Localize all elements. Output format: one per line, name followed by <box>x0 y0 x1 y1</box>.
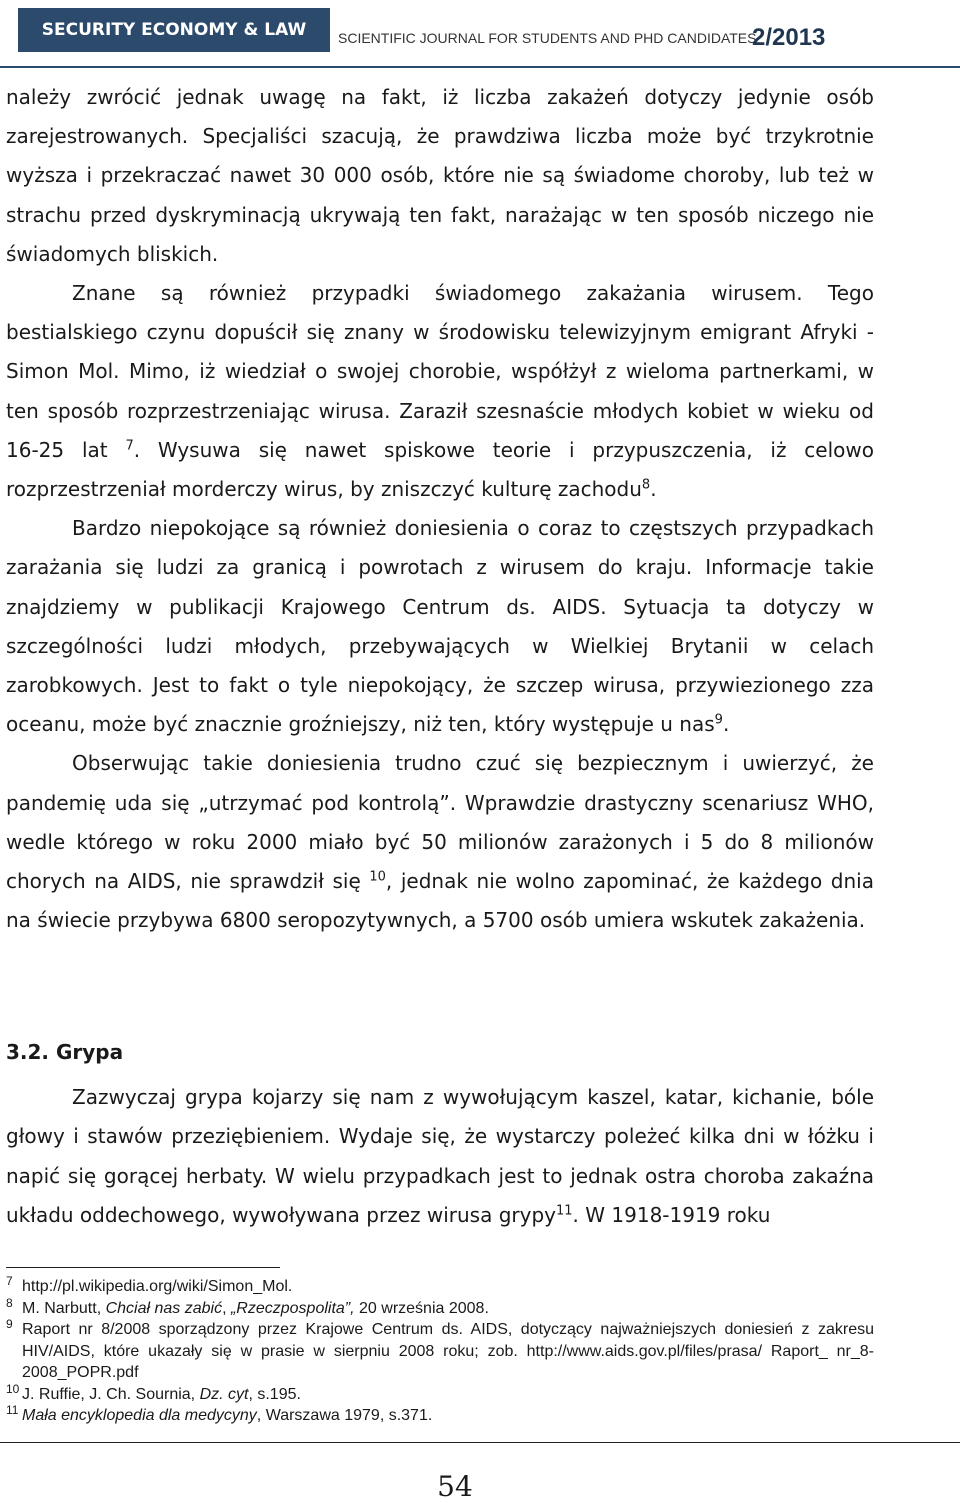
footnote-ref[interactable]: 9 <box>714 712 723 728</box>
footnote: 10 J. Ruffie, J. Ch. Sournia, Dz. cyt, s.195. <box>6 1381 301 1403</box>
header-divider <box>0 66 960 68</box>
paragraph: Obserwując takie doniesienia trudno czuć się bezpiecznym i uwierzyć, że pandemię uda się „utrzymać pod kontrolą”. Wprawdzie drastyczny scenariusz WHO, wedle którego w roku 2000 miało być 50 milionów zarażonych i 5 do 8 milionów chorych na AIDS, nie sprawdził się $^{10}$, jednak nie wolno zapominać, że każdego dnia na świecie przybywa 6800 seropozytywnych, a 5700 osób umiera wskutek zakażenia. <box>6 751 874 933</box>
footnote-ref[interactable]: 11 <box>556 1203 573 1219</box>
footnote: 11 Mała encyklopedia dla medycyny, Warszawa 1979, s.371. <box>6 1403 433 1424</box>
section-body <box>6 1078 874 1236</box>
paragraph: należy zwrócić jednak uwagę na fakt, iż liczba zakażeń dotyczy jedynie osób zarejestrowanych. Specjaliści szacują, że prawdziwa liczba może być trzykrotnie wyższa i przekraczać nawet 30 000 osób, które nie są świadome choroby, lub też w strachu przed dyskryminacją ukrywają ten fakt, narażając w ten sposób niczego nie świadomych bliskich. <box>6 85 874 266</box>
footnote-ref[interactable]: 8 <box>641 477 651 493</box>
journal-logo <box>18 8 330 52</box>
footnote: 9 Raport nr 8/2008 sporządzony przez Krajowe Centrum ds. AIDS, dotyczący najważniejszych doniesień z zakresu HIV/AIDS, które ukazały się w prasie w sierpniu 2008 roku; zob. http://www.aids.gov.pl/files/prasa/ Raport_ nr_8-2008_POPR.pdf <box>6 1317 874 1381</box>
page-header <box>0 0 960 66</box>
paragraph: Zazwyczaj grypa kojarzy się nam z wywołującym kaszel, katar, kichanie, bóle głowy i stawów przeziębieniem. Wydaje się, że wystarczy poleżeć kilka dni w łóżku i napić się gorącej herbaty. W wielu przypadkach jest to jednak ostra choroba zakaźna układu oddechowego, wywoływana przez wirusa grypy$^{11}$. W 1918-1919 roku <box>6 1085 874 1228</box>
footer-divider <box>0 1442 960 1443</box>
section-heading: 3.2. Grypa <box>6 1040 124 1064</box>
paragraph: Znane są również przypadki świadomego zakażania wirusem. Tego bestialskiego czynu dopuścił się znany w środowisku telewizyjnym emigrant Afryki - Simon Mol. Mimo, iż wiedział o swojej chorobie, współżył z wieloma partnerkami, w ten sposób rozprzestrzeniając wirusa. Zaraził szesnaście młodych kobiet w wieku od 16-25 lat $^7$. Wysuwa się nawet spiskowe teorie i przypuszczenia, iż celowo rozprzestrzeniał morderczy wirus, by zniszczyć kulturę zachodu$^8$. <box>6 281 874 502</box>
footnote: 8 M. Narbutt, Chciał nas zabić, „Rzeczpospolita”, 20 września 2008. <box>6 1295 489 1317</box>
body-text <box>6 78 874 940</box>
footnote: 7 http://pl.wikipedia.org/wiki/Simon_Mol. <box>6 1274 293 1295</box>
footnote-divider <box>6 1267 280 1268</box>
issue-number: 2/2013 <box>752 24 826 51</box>
logo-text: SECURITY ECONOMY & LAW <box>41 20 307 40</box>
footnote-ref[interactable]: 7 <box>125 438 134 454</box>
page-number: 54 <box>437 1470 473 1503</box>
paragraph: Bardzo niepokojące są również doniesienia o coraz to częstszych przypadkach zarażania się ludzi za granicą i powrotach z wirusem do kraju. Informacje takie znajdziemy w publikacji Krajowego Centrum ds. AIDS. Sytuacja ta dotyczy w szczególności ludzi młodych, przebywających w Wielkiej Brytanii w celach zarobkowych. Jest to fakt o tyle niepokojący, że szczep wirusa, przywiezionego zza oceanu, może być znacznie groźniejszy, niż ten, który występuje u nas$^9$. <box>6 516 874 737</box>
journal-title: SCIENTIFIC JOURNAL FOR STUDENTS AND PHD CANDIDATES <box>338 30 757 46</box>
footnote-ref[interactable]: 10 <box>369 869 386 885</box>
footnote-link[interactable]: http://pl.wikipedia.org/wiki/Simon_Mol. <box>22 1278 293 1295</box>
footnotes <box>6 1276 874 1427</box>
